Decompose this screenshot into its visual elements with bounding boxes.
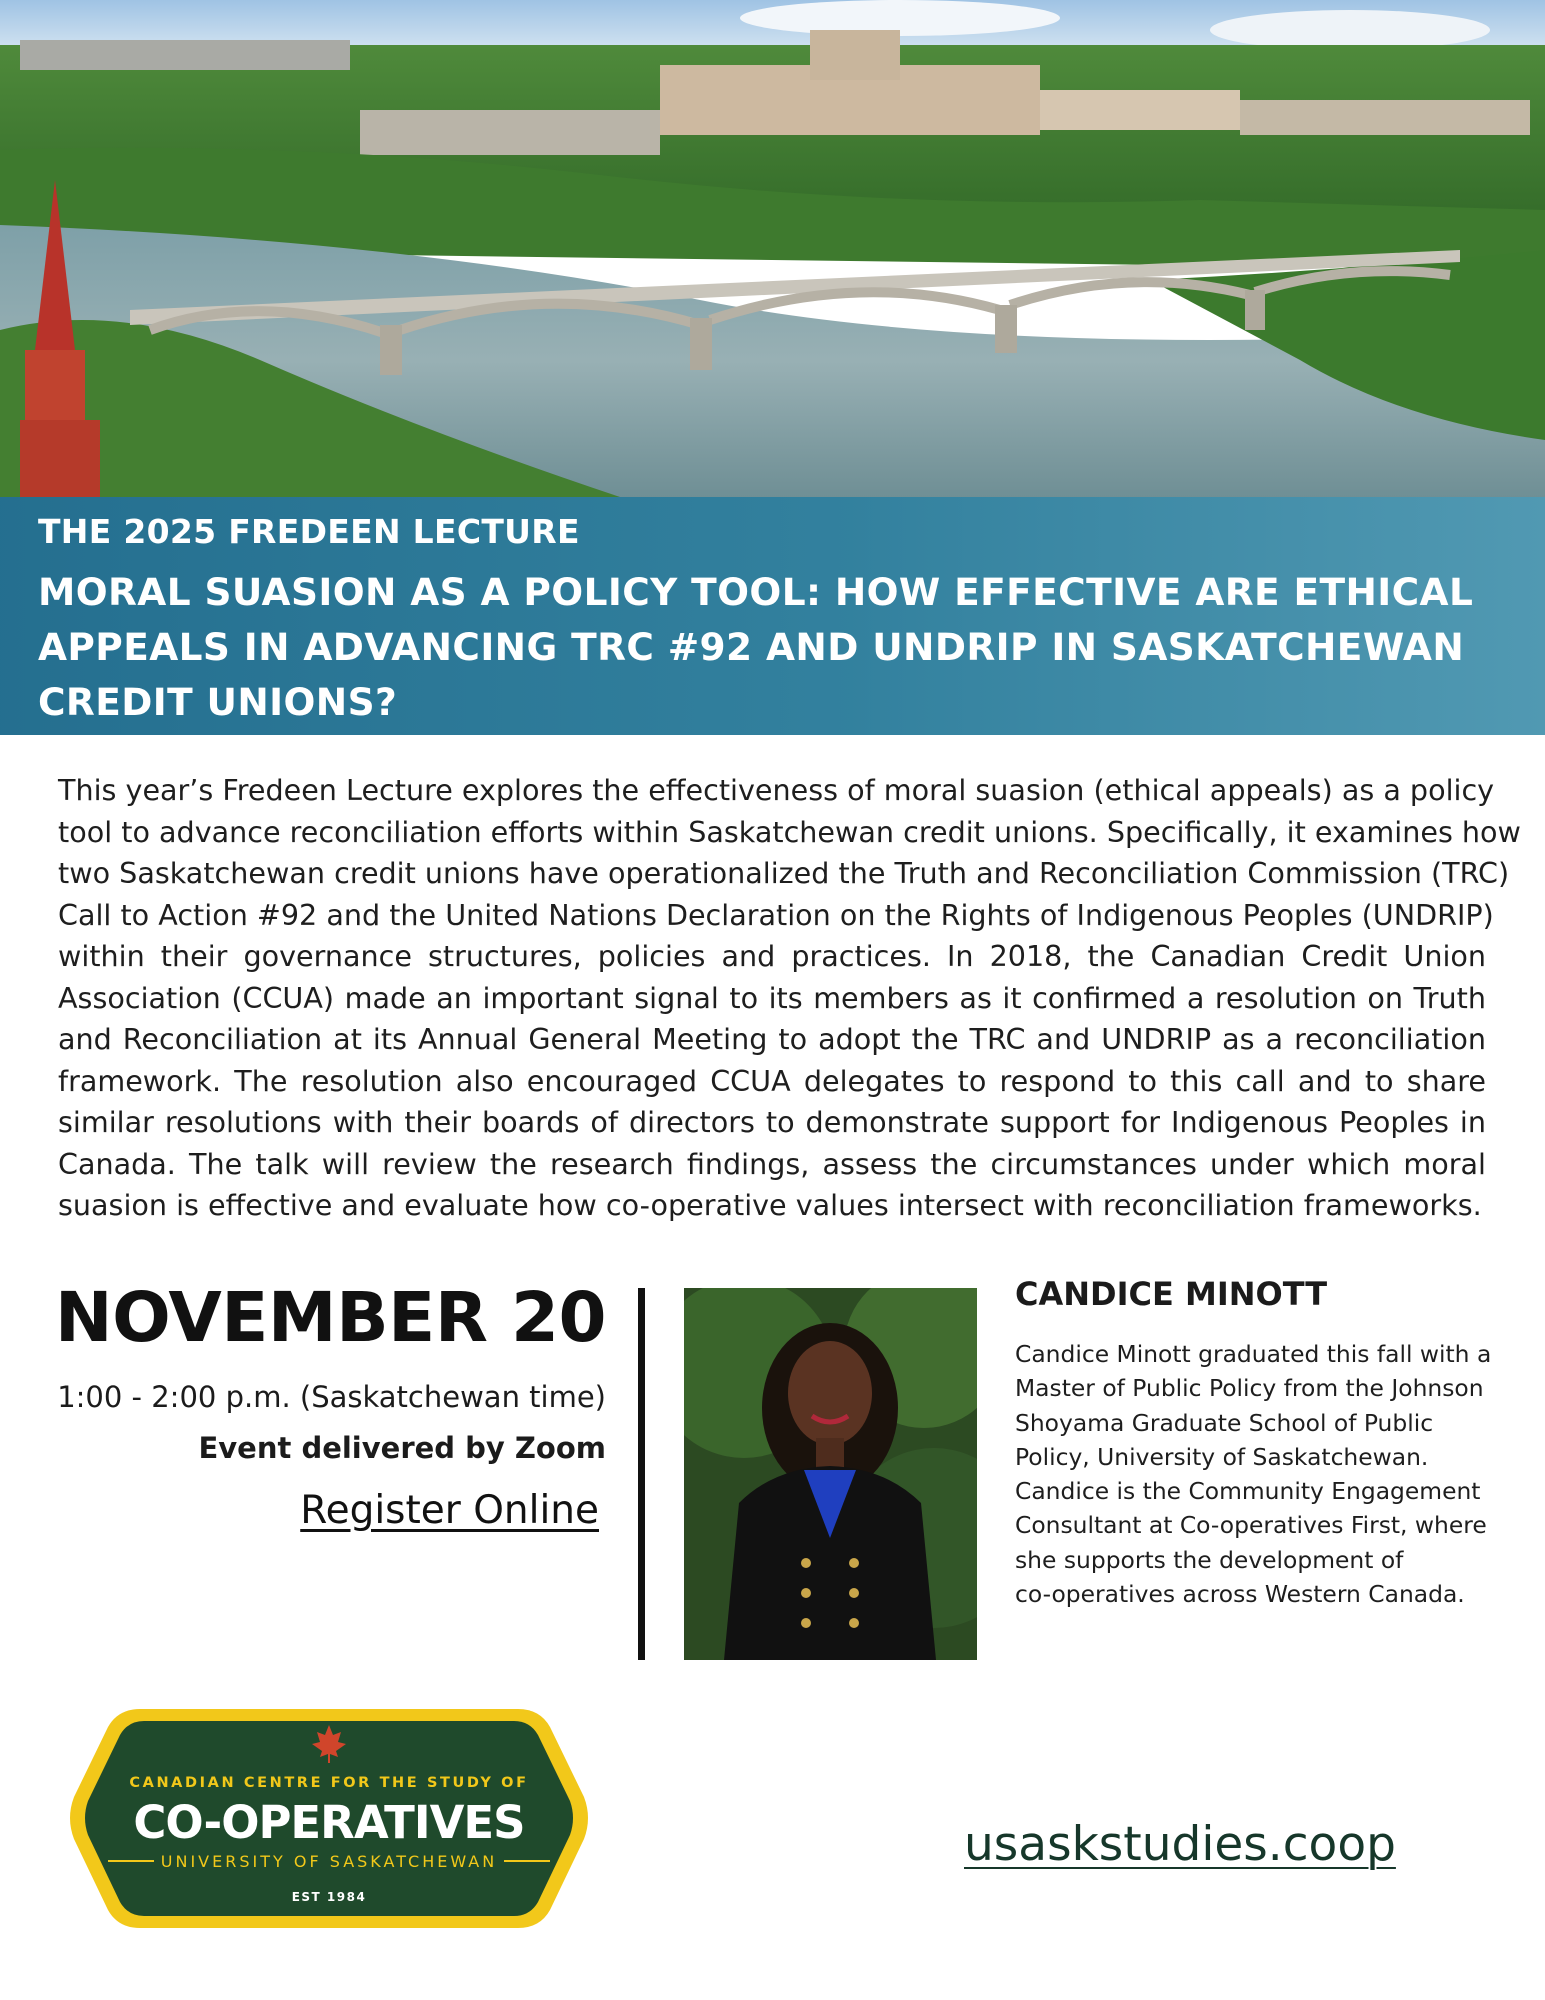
logo-top-text: CANADIAN CENTRE FOR THE STUDY OF (129, 1775, 529, 1791)
lecture-title-line: APPEALS IN ADVANCING TRC #92 AND UNDRIP IN SASKATCHEWAN (38, 625, 1465, 669)
lecture-description (58, 770, 1521, 1227)
logo-sub-text: UNIVERSITY OF SASKATCHEWAN (160, 1852, 498, 1871)
event-delivery: Event delivered by Zoom (198, 1431, 606, 1465)
bio-line: she supports the development of (1015, 1545, 1404, 1574)
logo-est-text: EST 1984 (291, 1890, 367, 1904)
event-time: 1:00 - 2:00 p.m. (Saskatchewan time) (57, 1380, 606, 1414)
bio-line: co-operatives across Western Canada. (1015, 1580, 1465, 1609)
bio-line: Policy, University of Saskatchewan. (1015, 1442, 1429, 1471)
lecture-series-label: THE 2025 FREDEEN LECTURE (38, 512, 580, 551)
logo-main-text: CO-OPERATIVES (133, 1796, 525, 1849)
bio-line: Shoyama Graduate School of Public (1015, 1408, 1434, 1437)
description-line: Call to Action #92 and the United Nations Declaration on the Rights of Indigenous Peoples (UNDRIP) (58, 897, 1494, 932)
bio-line: Consultant at Co-operatives First, where (1015, 1511, 1487, 1540)
description-line: This year’s Fredeen Lecture explores the effectiveness of moral suasion (ethical appeals) as a policy (58, 773, 1495, 807)
description-line: Canada. The talk will review the research findings, assess the circumstances under which moral (58, 1146, 1486, 1181)
cooperatives-centre-logo (62, 1697, 596, 1940)
speaker-name: CANDICE MINOTT (1015, 1275, 1328, 1313)
bio-line: Candice is the Community Engagement (1015, 1477, 1481, 1506)
lecture-title-line: CREDIT UNIONS? (38, 680, 398, 724)
lecture-title (38, 565, 1518, 730)
event-date: NOVEMBER 20 (54, 1278, 606, 1358)
bio-line: Master of Public Policy from the Johnson (1015, 1374, 1484, 1403)
description-line: framework. The resolution also encouraged CCUA delegates to respond to this call and to share (58, 1063, 1486, 1098)
bio-line: Candice Minott graduated this fall with a (1015, 1340, 1492, 1368)
speaker-photo (684, 1288, 977, 1660)
lecture-title-line: MORAL SUASION AS A POLICY TOOL: HOW EFFECTIVE ARE ETHICAL (38, 570, 1474, 614)
hero-image (0, 0, 1545, 735)
vertical-divider (638, 1288, 645, 1660)
description-line: tool to advance reconciliation efforts within Saskatchewan credit unions. Specifically, it examines how (58, 814, 1521, 849)
speaker-bio (1015, 1337, 1515, 1611)
description-line: similar resolutions with their boards of directors to demonstrate support for Indigenous Peoples in (58, 1105, 1486, 1139)
description-line: suasion is effective and evaluate how co-operative values intersect with reconciliation frameworks. (58, 1188, 1482, 1222)
register-online-link[interactable]: Register Online (300, 1488, 599, 1533)
description-line: Association (CCUA) made an important signal to its members as it confirmed a resolution on Truth (58, 980, 1486, 1015)
description-line: within their governance structures, policies and practices. In 2018, the Canadian Credit Union (58, 939, 1486, 973)
description-line: and Reconciliation at its Annual General Meeting to adopt the TRC and UNDRIP as a reconciliation (58, 1022, 1486, 1056)
description-line: two Saskatchewan credit unions have operationalized the Truth and Reconciliation Commission (TRC) (58, 856, 1510, 890)
website-link[interactable]: usaskstudies.coop (964, 1817, 1396, 1872)
